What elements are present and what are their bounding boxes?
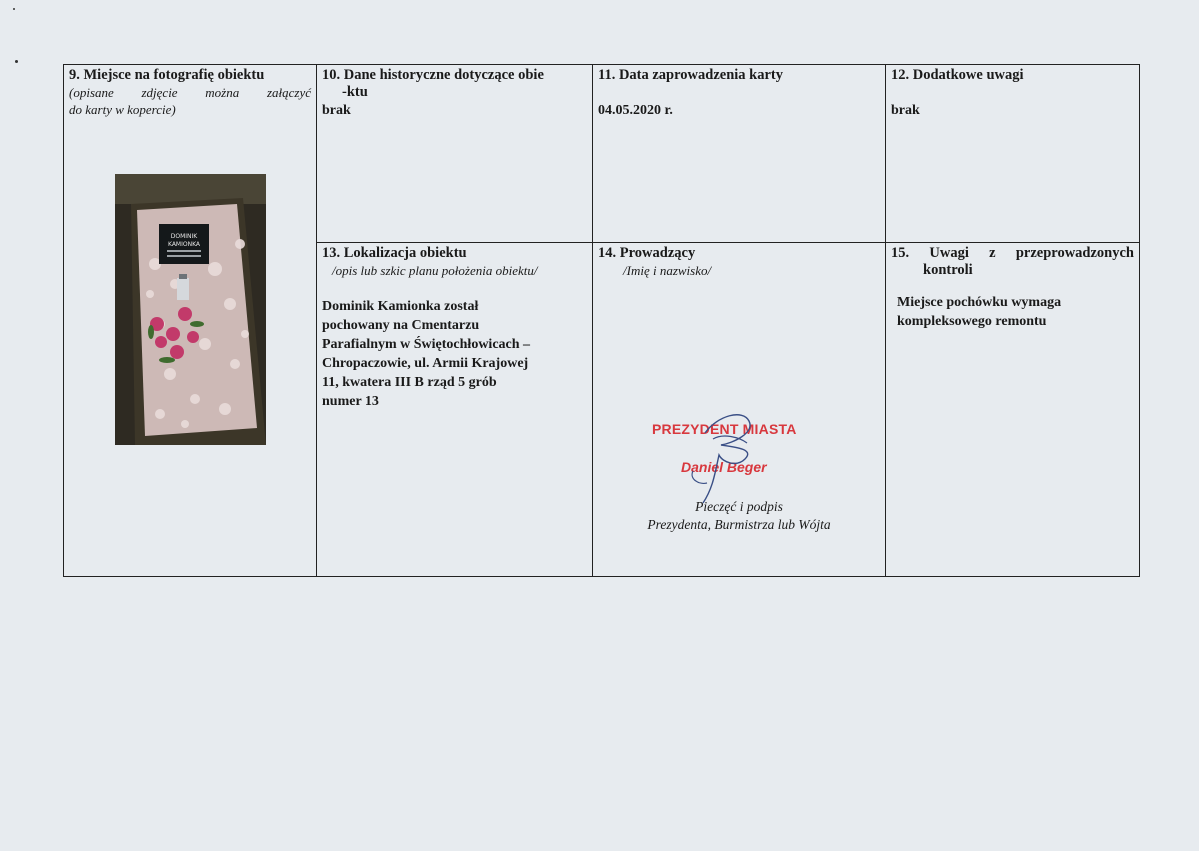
grave-candle [177, 278, 189, 300]
cell-photo [64, 65, 316, 576]
location-line: pochowany na Cmentarzu [322, 318, 480, 333]
historical-heading-line1: 10. Dane historyczne dotyczące obie [322, 67, 544, 83]
location-line: Parafialnym w Świętochłowicach – [322, 337, 531, 352]
historical-heading-line2: -ktu [342, 84, 368, 100]
cell-historical-data [317, 65, 592, 242]
plaque-line2: KAMIONKA [167, 241, 201, 248]
scan-speck [15, 60, 18, 63]
card-date-value: 04.05.2020 r. [598, 103, 673, 118]
stamp-title: PREZYDENT MIASTA [652, 421, 797, 437]
cell-additional-notes [886, 65, 1139, 242]
cell-card-date [593, 65, 885, 242]
location-line: 11, kwatera III B rząd 5 grób [322, 375, 497, 390]
location-line: numer 13 [322, 394, 379, 409]
inspection-value [891, 293, 1134, 331]
scan-speck [13, 8, 15, 10]
inspection-heading-line1: 15. Uwagi z przeprowadzonych [891, 245, 1134, 261]
photo-note-line2: do karty w kopercie) [69, 102, 176, 117]
plaque-line1: DOMINIK [170, 233, 198, 240]
card-date-heading: 11. Data zaprowadzenia karty [598, 67, 784, 83]
photo-heading: 9. Miejsce na fotografię obiektu [69, 67, 265, 83]
location-description [322, 297, 587, 411]
record-card-table [63, 64, 1140, 577]
maintainer-note: /Imię i nazwisko/ [623, 263, 712, 278]
signature [663, 403, 793, 513]
location-note: /opis lub szkic planu położenia obiektu/ [332, 263, 538, 278]
cell-maintainer [593, 243, 885, 576]
additional-notes-value: brak [891, 103, 920, 118]
additional-notes-heading: 12. Dodatkowe uwagi [891, 67, 1024, 83]
maintainer-heading: 14. Prowadzący [598, 245, 696, 261]
stamp-caption-line2: Prezydenta, Burmistrza lub Wójta [647, 517, 831, 532]
inspection-heading-line2: kontroli [923, 262, 973, 278]
photo-note-line1: (opisane zdjęcie można załączyć [69, 85, 311, 100]
location-line: Chropaczowie, ul. Armii Krajowej [322, 356, 529, 371]
historical-value: brak [322, 103, 351, 118]
inspection-value-line1: Miejsce pochówku wymaga [897, 295, 1062, 310]
location-heading: 13. Lokalizacja obiektu [322, 245, 467, 261]
grave-photo [115, 174, 266, 445]
cell-inspection-notes [886, 243, 1139, 576]
inspection-value-line2: kompleksowego remontu [897, 314, 1047, 329]
stamp-name: Daniel Beger [681, 459, 767, 475]
stamp-caption-line1: Pieczęć i podpis [695, 499, 783, 514]
location-line: Dominik Kamionka został [322, 299, 479, 314]
cell-location [317, 243, 592, 576]
